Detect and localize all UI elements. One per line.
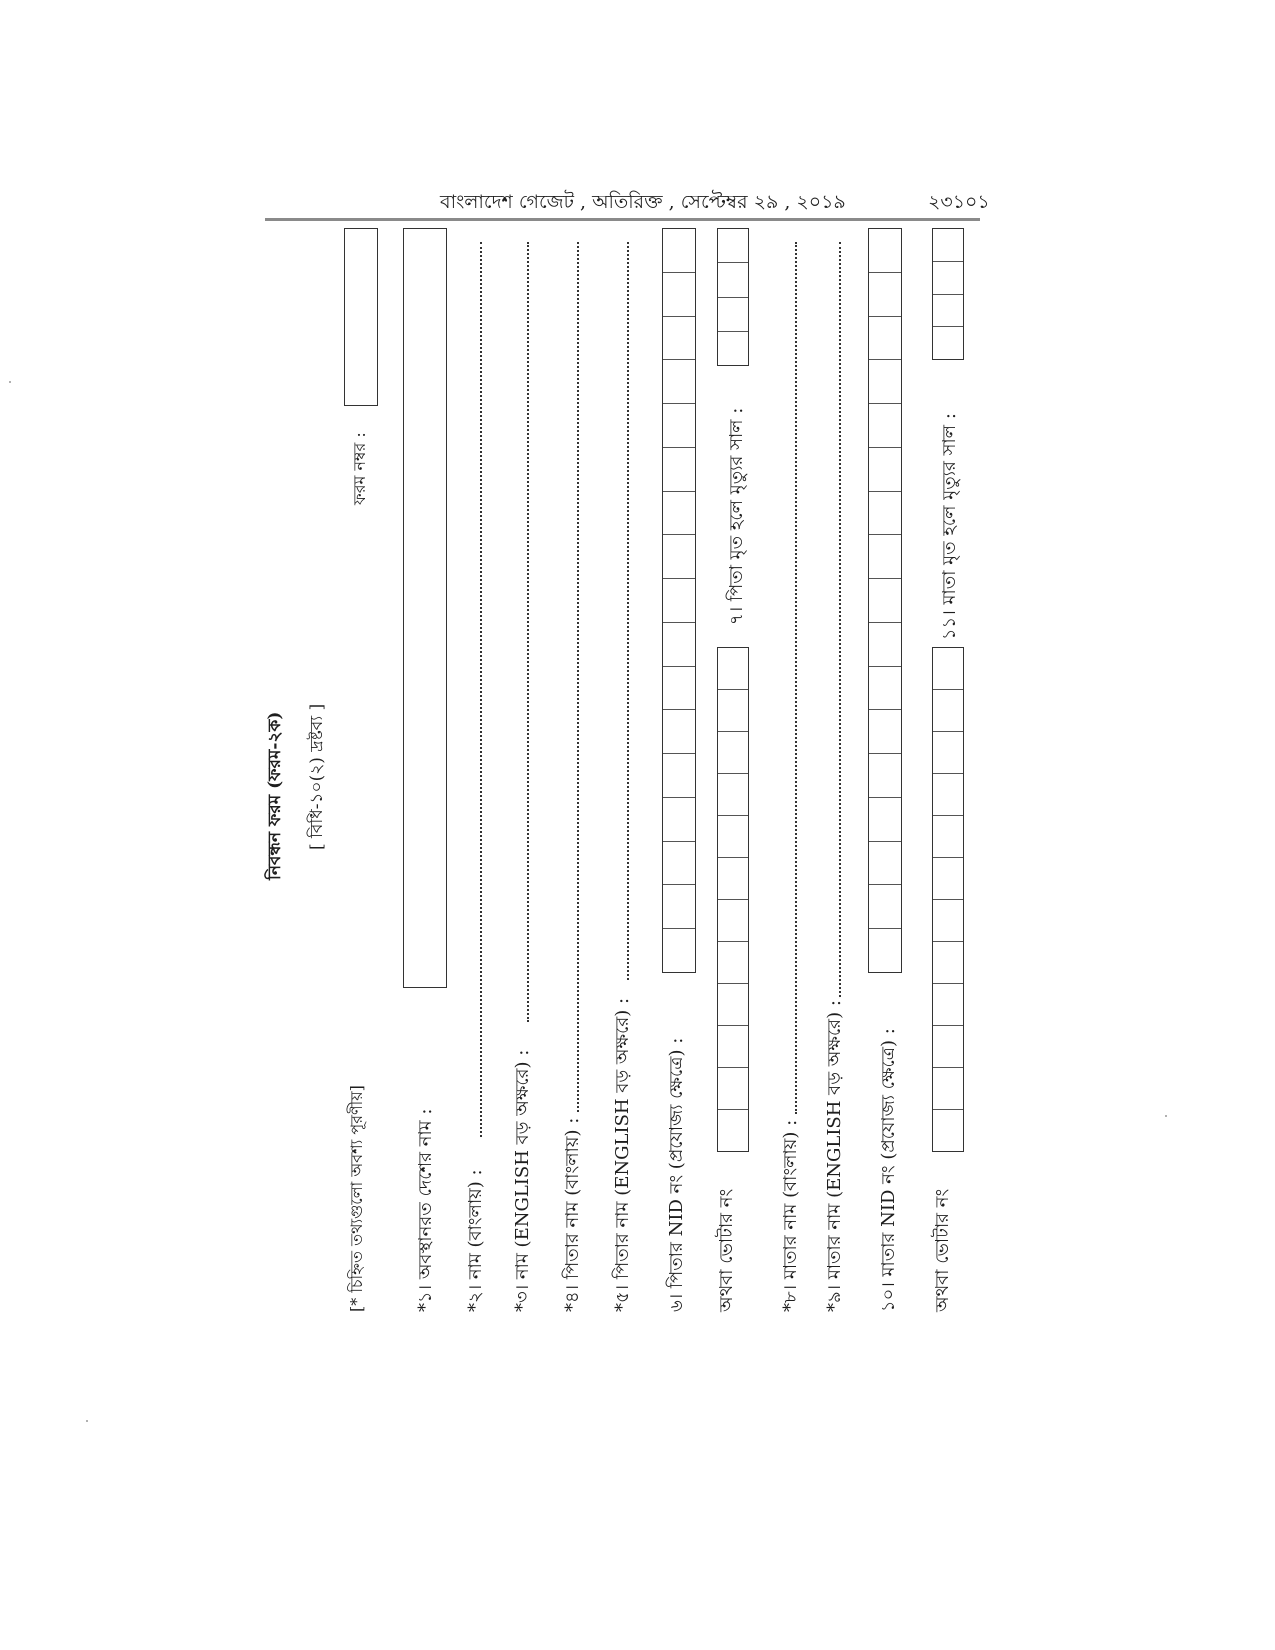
father-nid-grid[interactable]	[662, 228, 696, 973]
field2-label: *২। নাম (বাংলায়) :	[465, 1169, 486, 1312]
mother-name-bangla-line[interactable]	[795, 242, 797, 1114]
father-name-bangla-line[interactable]	[577, 242, 579, 1112]
field5-label: *৫। পিতার নাম (ENGLISH বড় অক্ষরে) :	[612, 997, 633, 1312]
mother-death-year-grid[interactable]	[932, 228, 964, 360]
father-name-english-line[interactable]	[627, 242, 629, 980]
father-voter-grid[interactable]	[717, 647, 749, 1152]
field4-label: *৪। পিতার নাম (বাংলায়) :	[562, 1117, 583, 1312]
gazette-header-title: বাংলাদেশ গেজেট , অতিরিক্ত , সেপ্টেম্বর ২৯ , ২০১৯	[440, 191, 846, 213]
field10-label: ১০। মাতার NID নং (প্রযোজ্য ক্ষেত্রে) :	[878, 1028, 899, 1312]
scan-speck	[9, 381, 11, 383]
form-number-box[interactable]	[344, 228, 378, 406]
field8-label: *৮। মাতার নাম (বাংলায়) :	[780, 1119, 801, 1312]
name-english-line[interactable]	[527, 242, 529, 1022]
field11-label: ১১। মাতা মৃত হলে মৃত্যুর সাল :	[939, 413, 960, 640]
mother-name-english-line[interactable]	[839, 242, 841, 997]
field3-label: *৩। নাম (ENGLISH বড় অক্ষরে) :	[512, 1049, 533, 1312]
rule-reference: [ বিধি-১০(২) দ্রষ্টব্য ]	[307, 703, 327, 850]
father-death-year-grid[interactable]	[717, 228, 749, 366]
field6-voter-label: অথবা ভোটার নং	[716, 1188, 737, 1312]
field1-label: *১। অবস্থানরত দেশের নাম :	[415, 1108, 436, 1312]
mandatory-note: [* চিহ্নিত তথ্যগুলো অবশ্য পূরণীয়]	[347, 1085, 366, 1312]
form-title: নিবন্ধন ফরম (ফরম-২ক)	[265, 711, 285, 880]
name-bangla-line[interactable]	[480, 242, 482, 1137]
field6-label: ৬। পিতার NID নং (প্রযোজ্য ক্ষেত্রে) :	[666, 1037, 687, 1312]
form-number-label: ফরম নম্বর :	[350, 432, 369, 505]
country-name-box[interactable]	[403, 228, 447, 988]
page-number: ২৩১০১	[928, 191, 990, 213]
mother-nid-grid[interactable]	[868, 228, 902, 973]
field9-label: *৯। মাতার নাম (ENGLISH বড় অক্ষরে) :	[824, 1000, 845, 1312]
scan-speck	[1165, 1115, 1167, 1117]
scan-speck	[86, 1420, 88, 1422]
mother-voter-grid[interactable]	[932, 647, 964, 1152]
field7-label: ৭। পিতা মৃত হলে মৃত্যুর সাল :	[726, 407, 747, 625]
field10-voter-label: অথবা ভোটার নং	[932, 1188, 953, 1312]
header-rule	[265, 218, 980, 221]
